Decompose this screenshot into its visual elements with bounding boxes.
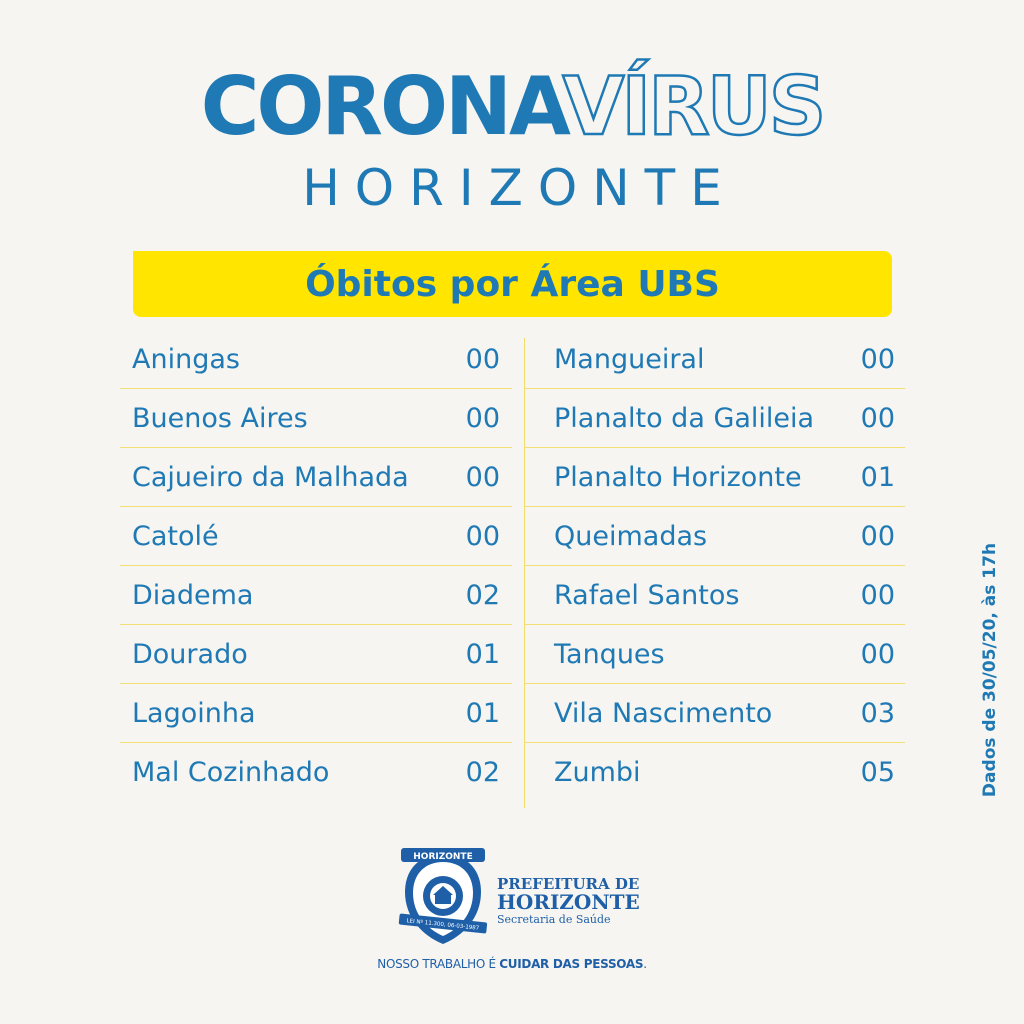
table-row	[524, 507, 905, 566]
area-name: Tanques	[554, 638, 665, 670]
section-banner	[133, 251, 892, 317]
death-count: 00	[860, 343, 895, 375]
table-row	[120, 507, 512, 566]
death-count: 00	[860, 579, 895, 611]
table-row	[524, 684, 905, 743]
org-line-1: PREFEITURA DE	[497, 875, 640, 893]
org-line-3: Secretaria de Saúde	[497, 913, 611, 926]
table-column-right	[524, 330, 905, 802]
table-row	[120, 448, 512, 507]
death-count: 00	[860, 638, 895, 670]
data-date-note: Dados de 30/05/20, às 17h	[980, 542, 1000, 798]
table-row	[120, 389, 512, 448]
title-corona: CORONA	[200, 60, 563, 153]
death-count: 01	[465, 697, 500, 729]
death-count: 00	[860, 520, 895, 552]
death-count: 03	[860, 697, 895, 729]
slogan-suffix: .	[643, 957, 647, 971]
area-name: Cajueiro da Malhada	[132, 461, 409, 493]
table-row	[120, 625, 512, 684]
area-name: Planalto da Galileia	[554, 402, 815, 434]
emblem-ribbon-text: HORIZONTE	[413, 852, 473, 862]
slogan	[0, 957, 1024, 971]
deaths-table	[120, 330, 905, 810]
area-name: Vila Nascimento	[554, 697, 773, 729]
death-count: 00	[465, 520, 500, 552]
area-name: Aningas	[132, 343, 240, 375]
death-count: 02	[465, 757, 500, 788]
title-virus: VÍRUS	[562, 60, 824, 153]
table-row	[524, 566, 905, 625]
area-name: Rafael Santos	[554, 579, 740, 611]
area-name: Diadema	[132, 579, 254, 611]
table-row	[120, 566, 512, 625]
table-row	[120, 684, 512, 743]
area-name: Lagoinha	[132, 697, 256, 729]
area-name: Dourado	[132, 638, 248, 670]
org-line-2: HORIZONTE	[497, 890, 640, 914]
table-row	[120, 330, 512, 389]
death-count: 01	[860, 461, 895, 493]
page-title	[0, 62, 1024, 152]
area-name: Mal Cozinhado	[132, 757, 330, 788]
area-name: Mangueiral	[554, 343, 705, 375]
page-subtitle: HORIZONTE	[302, 159, 737, 217]
death-count: 00	[465, 461, 500, 493]
death-count: 01	[465, 638, 500, 670]
death-count: 02	[465, 579, 500, 611]
death-count: 05	[860, 757, 895, 788]
city-emblem-icon	[395, 840, 491, 950]
area-name: Queimadas	[554, 520, 708, 552]
area-name: Planalto Horizonte	[554, 461, 802, 493]
death-count: 00	[465, 402, 500, 434]
death-count: 00	[465, 343, 500, 375]
table-row	[120, 743, 512, 802]
table-row	[524, 448, 905, 507]
banner-label: Óbitos por Área UBS	[305, 263, 720, 305]
slogan-bold: CUIDAR DAS PESSOAS	[499, 957, 644, 971]
death-count: 00	[860, 402, 895, 434]
area-name: Catolé	[132, 520, 219, 552]
area-name: Buenos Aires	[132, 402, 308, 434]
emblem-law-text: LEI Nº 11.300, 06-03-1987	[406, 918, 480, 932]
table-row	[524, 743, 905, 802]
table-row	[524, 330, 905, 389]
table-row	[524, 625, 905, 684]
area-name: Zumbi	[554, 757, 641, 788]
org-name	[497, 876, 640, 928]
table-row	[524, 389, 905, 448]
slogan-prefix: NOSSO TRABALHO É	[377, 957, 500, 971]
table-column-left	[120, 330, 512, 802]
